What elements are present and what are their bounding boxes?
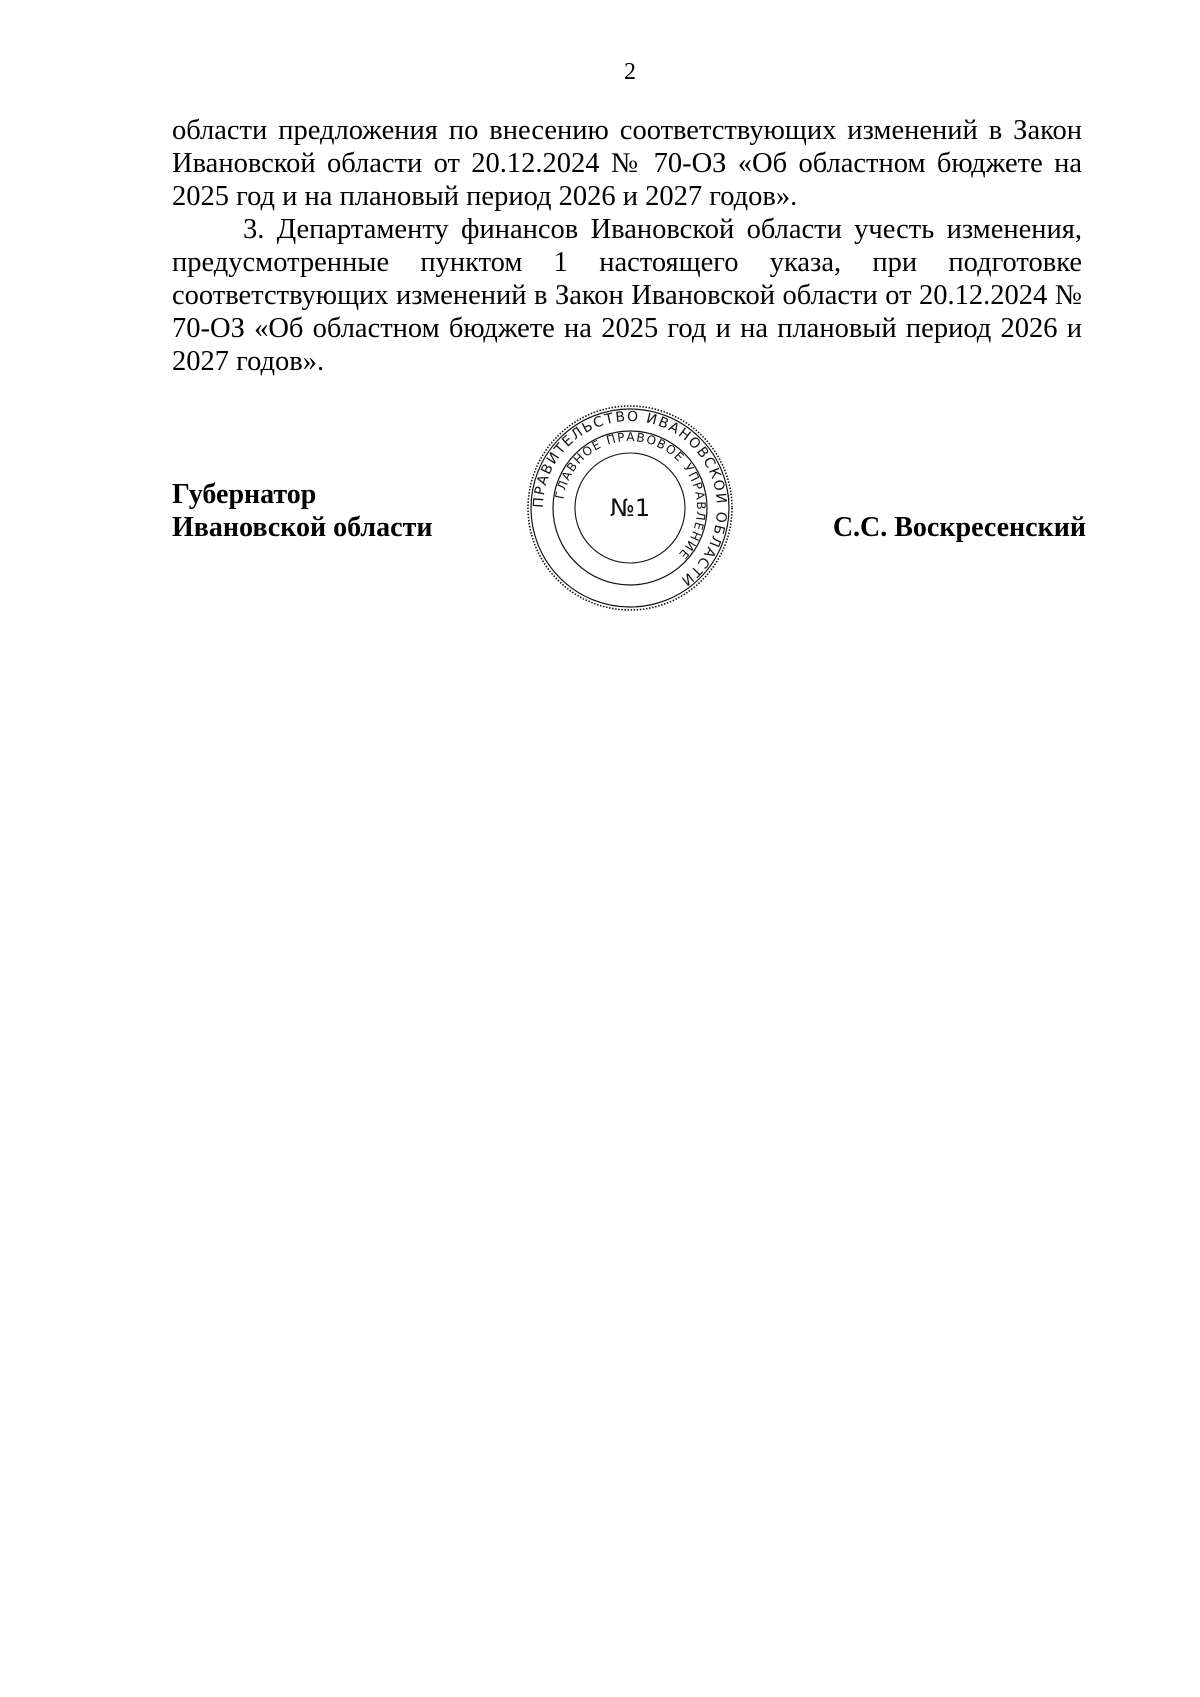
seal-number: №1 xyxy=(609,494,651,522)
seal-outer-text: ПРАВИТЕЛЬСТВО ИВАНОВСКОЙ ОБЛАСТИ xyxy=(530,408,730,590)
signatory-title-line: Ивановской области xyxy=(172,512,433,543)
official-seal xyxy=(525,403,735,613)
signatory-title-line: Губернатор xyxy=(172,479,317,510)
signatory-title xyxy=(172,478,432,544)
document-body xyxy=(172,114,1082,378)
signatory-name: С.С. Воскресенский xyxy=(832,512,1086,543)
paragraph: 3. Департаменту финансов Ивановской области учесть изменения, предусмотренные пунктом 1 настоящего указа, при подготовке соответствующих изменений в Закон Ивановской области от 20.12.2024 № 70-ОЗ «Об областном бюджете на 2025 год и на плановый период 2026 и 2027 годов». xyxy=(172,214,1082,377)
paragraph: области предложения по внесению соответствующих изменений в Закон Ивановской области от 20.12.2024 № 70-ОЗ «Об областном бюджете на 2025 год и на плановый период 2026 и 2027 годов». xyxy=(172,115,1082,212)
page-number: 2 xyxy=(624,59,636,85)
seal-inner-text: ГЛАВНОЕ ПРАВОВОЕ УПРАВЛЕНИЕ xyxy=(552,429,709,563)
